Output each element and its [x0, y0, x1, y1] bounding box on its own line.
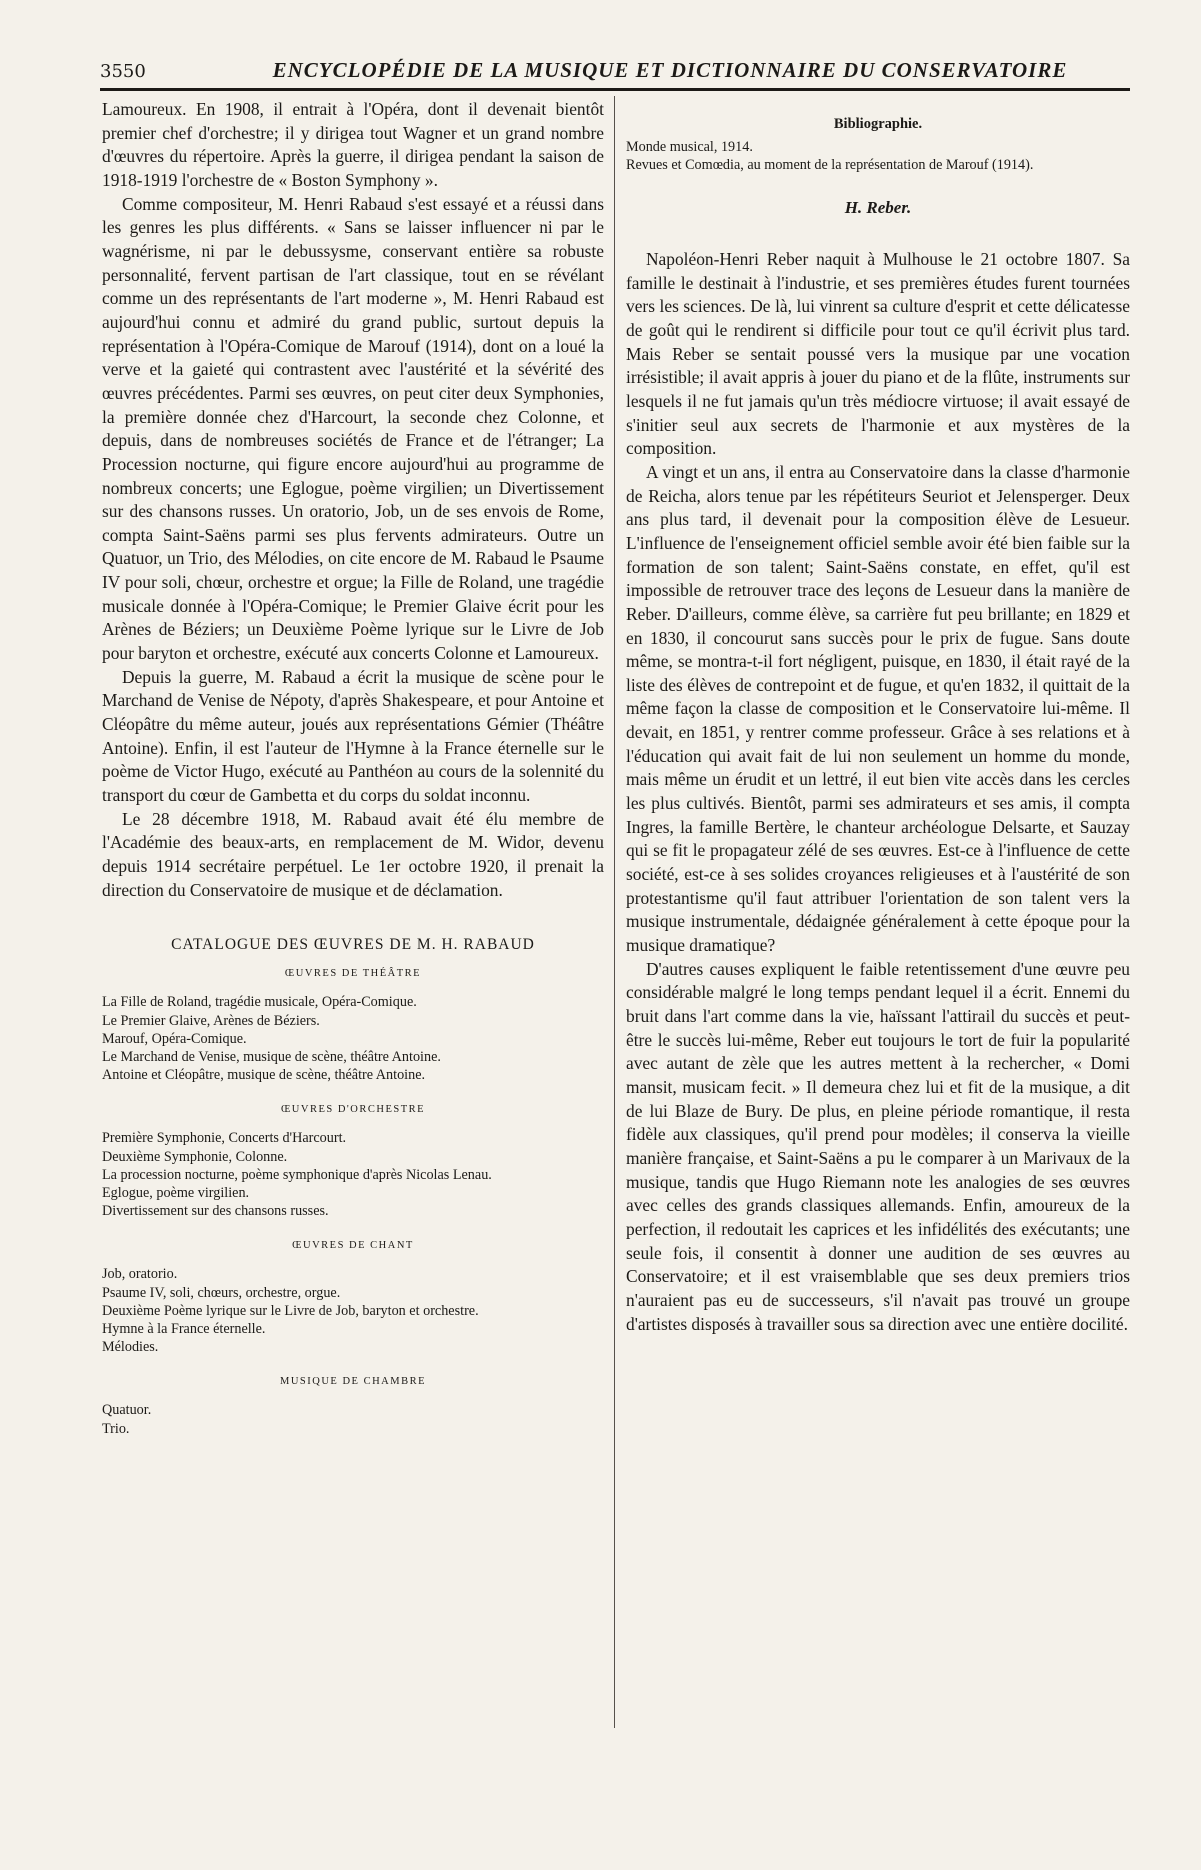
- bibliography-entry: Revues et Comœdia, au moment de la représentation de Marouf (1914).: [626, 156, 1034, 173]
- reber-paragraph-2: A vingt et un ans, il entra au Conservatoire dans la classe d'harmonie de Reicha, alors tenue par les répétiteurs Seuriot et Jelensperger. Deux ans plus tard, il devenait pour la composition élève de Lesueur. L'influence de l'enseignement officiel semble avoir été bien faible sur la formation de son talent; Saint-Saëns constate, en effet, qu'il est impossible de retrouver trace des leçons de Lesueur dans la manière de Reber. D'ailleurs, comme élève, sa carrière fut peu brillante; en 1829 et en 1830, il concourut sans succès pour le prix de fugue. Sans doute même, se montra-t-il fort négligent, puisque, en 1830, il était rayé de la liste des élèves de contrepoint et de fugue, et qu'en 1832, il quittait de la même façon la classe de composition et le Conservatoire lui-même. Il devait, en 1851, y rentrer comme professeur. Grâce à ses relations et à l'éducation qui avait fait de lui non seulement un homme du monde, mais même un érudit et un lettré, il eut bien vite accès dans les cercles les plus cultivés. Bientôt, parmi ses admirateurs et ses amis, il compta Ingres, la famille Bertère, le chanteur archéologue Delsarte, et Sauzay qui se fit le propagateur zélé de ses œuvres. Est-ce à l'influence de cette société, est-ce à ses solides croyances religieuses et à l'austérité de son protestantisme qu'il faut attribuer l'orientation de son talent vers la musique instrumentale, dédaignée généralement à cette époque pour la musique dramatique?: [626, 461, 1130, 956]
- left-column: [102, 98, 604, 1438]
- catalogue-item: Psaume IV, soli, chœurs, orchestre, orgue.: [102, 1284, 341, 1301]
- catalogue-item: Eglogue, poème virgilien.: [102, 1184, 250, 1201]
- catalogue-list-chant: [102, 1265, 604, 1356]
- catalogue-item: Le Premier Glaive, Arènes de Béziers.: [102, 1012, 320, 1029]
- rabaud-article: [102, 98, 604, 902]
- catalogue-section-heading: MUSIQUE DE CHAMBRE: [279, 1376, 426, 1388]
- page-number: 3550: [100, 61, 146, 82]
- catalogue-item: La procession nocturne, poème symphonique d'après Nicolas Lenau.: [102, 1166, 492, 1183]
- catalogue-list-theatre: [102, 993, 604, 1084]
- bibliography-list: [626, 139, 1130, 174]
- catalogue-item: Mélodies.: [102, 1339, 159, 1356]
- reber-paragraph-3: D'autres causes expliquent le faible retentissement d'une œuvre peu considérable malgré le long temps pendant lequel il a écrit. Ennemi du bruit dans l'art comme dans la vie, haïssant l'attirail du succès et peut-être le succès lui-même, Reber eut toujours le tort de fuir la popularité avec autant de zèle que les autres mettent à la rechercher, « Domi mansit, musicam fecit. » Il demeura chez lui et fit de la musique, a dit de lui Blaze de Bury. De plus, en pleine période romantique, il resta fidèle aux classiques, qu'il prend pour modèles; il conserva la vieille manière française, et Saint-Saëns a pu le comparer à un Marivaux de la musique, tandis que Hugo Riemann note les analogies de ses œuvres avec celles des grands classiques allemands. Enfin, amoureux de la perfection, il redoutait les caprices et les infidélités des exécutants; une seule fois, il consentit à donner une audition de ses œuvres au Conservatoire; et il est vraisemblable que ses deux premiers trios n'auraient pas eu de successeurs, s'il n'avait pas trouvé un groupe d'artistes disposés à travailler sous sa direction avec une entière docilité.: [626, 958, 1130, 1334]
- catalogue-item: Antoine et Cléopâtre, musique de scène, théâtre Antoine.: [102, 1067, 426, 1084]
- catalogue-item: La Fille de Roland, tragédie musicale, Opéra-Comique.: [102, 994, 417, 1011]
- catalogue-item: Deuxième Symphonie, Colonne.: [102, 1148, 288, 1165]
- catalogue-list-orchestre: [102, 1129, 604, 1220]
- running-header: [100, 58, 1130, 86]
- column-divider: [614, 96, 615, 1728]
- catalogue-item: Marouf, Opéra-Comique.: [102, 1030, 247, 1047]
- catalogue-list-chambre: [102, 1401, 604, 1437]
- rabaud-paragraph-1: Lamoureux. En 1908, il entrait à l'Opéra, dont il devenait bientôt premier chef d'orchestre; il y dirigea tout Wagner et un grand nombre d'œuvres du répertoire. Après la guerre, il dirigea pendant la saison de 1918-1919 l'orchestre de « Boston Symphony ».: [102, 99, 604, 190]
- catalogue-item: Le Marchand de Venise, musique de scène, théâtre Antoine.: [102, 1048, 441, 1065]
- rabaud-paragraph-2: Comme compositeur, M. Henri Rabaud s'est essayé et a réussi dans les genres les plus différents. « Sans se laisser influencer ni par le wagnérisme, ni par le debussysme, conservant entière sa robuste personnalité, fervent partisan de l'art classique, tout en se révélant comme un des représentants de l'art moderne », M. Henri Rabaud est aujourd'hui connu et admiré du grand public, surtout depuis la représentation à l'Opéra-Comique de Marouf (1914), dont on a loué la verve et la gaieté qui contrastent avec l'austérité et la sévérité des œuvres précédentes. Parmi ses œuvres, on peut citer deux Symphonies, la première donnée chez d'Harcourt, la seconde chez Colonne, et depuis, dans de nombreuses sociétés de France et de l'étranger; La Procession nocturne, qui figure encore aujourd'hui au programme de nombreux concerts; une Eglogue, poème virgilien; un Divertissement sur des chansons russes. Un oratorio, Job, un de ses envois de Rome, compta Saint-Saëns parmi ses plus fervents admirateurs. Outre un Quatuor, un Trio, des Mélodies, on cite encore de M. Rabaud le Psaume IV pour soli, chœur, orchestre et orgue; la Fille de Roland, une tragédie musicale donnée à l'Opéra-Comique; le Premier Glaive écrit pour les Arènes de Béziers; un Deuxième Poème lyrique sur le Livre de Job pour baryton et orchestre, exécuté aux concerts Colonne et Lamoureux.: [102, 193, 604, 664]
- bibliography-entry: Monde musical, 1914.: [626, 139, 753, 155]
- catalogue-item: Deuxième Poème lyrique sur le Livre de Job, baryton et orchestre.: [102, 1302, 479, 1319]
- catalogue-item: Divertissement sur des chansons russes.: [102, 1203, 329, 1220]
- right-column: [626, 98, 1130, 1336]
- reber-paragraph-1: Napoléon-Henri Reber naquit à Mulhouse le 21 octobre 1807. Sa famille le destinait à l'industrie, et ses premières études furent tournées vers les sciences. De là, lui vinrent sa culture d'esprit et cette délicatesse de goût qui le rendirent si difficile pour tout ce qu'il écrivit plus tard. Mais Reber se sentait poussé vers la musique par une vocation irrésistible; il avait appris à jouer du piano et de la flûte, instruments sur lesquels il ne fut jamais qu'un très médiocre virtuose; il avait essayé de s'initier seul aux secrets de l'harmonie et aux mystères de la composition.: [626, 249, 1130, 459]
- rabaud-paragraph-3: Depuis la guerre, M. Rabaud a écrit la musique de scène pour le Marchand de Venise de Népoty, d'après Shakespeare, et pour Antoine et Cléopâtre du même auteur, joués aux représentations Gémier (Théâtre Antoine). Enfin, il est l'auteur de l'Hymne à la France éternelle sur le poème de Victor Hugo, exécuté au Panthéon au cours de la solennité du transport du cœur de Gambetta et du corps du soldat inconnu.: [102, 666, 604, 806]
- catalogue-title: CATALOGUE DES ŒUVRES DE M. H. RABAUD: [171, 936, 535, 954]
- catalogue-section-heading: ŒUVRES DE THÉÂTRE: [284, 968, 422, 980]
- running-title: ENCYCLOPÉDIE DE LA MUSIQUE ET DICTIONNAIRE DU CONSERVATOIRE: [272, 58, 1068, 82]
- catalogue-item: Quatuor.: [102, 1402, 152, 1419]
- reber-article: [626, 248, 1130, 1336]
- catalogue-item: Hymne à la France éternelle.: [102, 1320, 266, 1337]
- catalogue-item: Première Symphonie, Concerts d'Harcourt.: [102, 1130, 347, 1147]
- catalogue-section-heading: ŒUVRES DE CHANT: [292, 1240, 414, 1252]
- catalogue-item: Job, oratorio.: [102, 1266, 178, 1283]
- rabaud-paragraph-4: Le 28 décembre 1918, M. Rabaud avait été élu membre de l'Académie des beaux-arts, en remplacement de M. Widor, devenu depuis 1914 secrétaire perpétuel. Le 1er octobre 1920, il prenait la direction du Conservatoire de musique et de déclamation.: [102, 808, 604, 900]
- header-rule: [100, 88, 1130, 91]
- bibliography-heading: Bibliographie.: [833, 116, 923, 132]
- article-heading-reber: H. Reber.: [844, 198, 912, 217]
- catalogue-item: Trio.: [102, 1420, 130, 1437]
- catalogue-section-heading: ŒUVRES D'ORCHESTRE: [280, 1104, 426, 1116]
